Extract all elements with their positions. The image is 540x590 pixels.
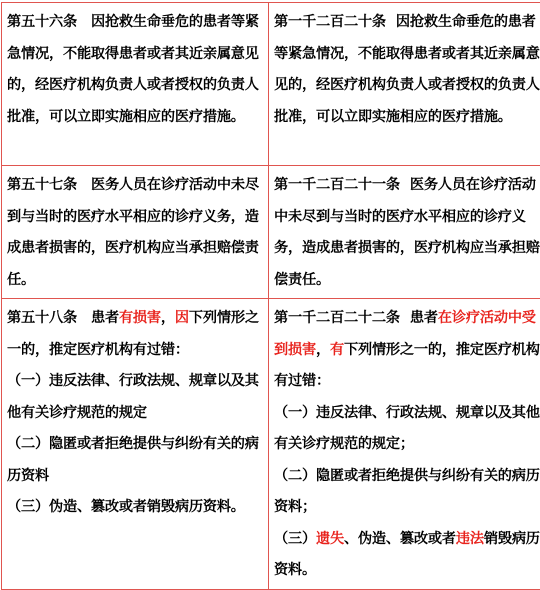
punctuation: ， (316, 342, 330, 358)
civil-code-cell (269, 166, 540, 299)
article-text: 下列情形之一的，推定医疗机构有过错： (7, 310, 259, 358)
article-subject: 患者 (410, 310, 438, 326)
article-number: 第一千二百二十条 (274, 14, 386, 30)
list-item (274, 524, 540, 587)
list-item: （二）隐匿或者拒绝提供与纠纷有关的病历资料； (274, 461, 540, 524)
list-item: （二）隐匿或者拒绝提供与纠纷有关的病历资料 (7, 429, 264, 492)
old-law-cell (2, 299, 269, 590)
article-text: 医务人员在诊疗活动中未尽到与当时的医疗水平相应的诊疗义务，造成患者损害的，医疗机构应当承担赔偿责任。 (274, 177, 540, 288)
article-subject: 患者 (91, 310, 119, 326)
list-item-text: 销毁病历资料。 (274, 531, 540, 579)
list-item: （一）违反法律、行政法规、规章以及其他有关诊疗规范的规定 (7, 366, 264, 429)
highlight-changed-text: 因 (175, 310, 189, 326)
list-item: （三）伪造、篡改或者销毁病历资料。 (7, 492, 264, 524)
list-item: （一）违反法律、行政法规、规章以及其他有关诊疗规范的规定； (274, 398, 540, 461)
article-text: 因抢救生命垂危的患者等紧急情况，不能取得患者或者其近亲属意见的，经医疗机构负责人或者授权的负责人批准，可以立即实施相应的医疗措施。 (274, 14, 540, 125)
highlight-changed-text: 有损害 (119, 310, 161, 326)
civil-code-cell (269, 299, 540, 590)
article-number: 第五十六条 (7, 14, 77, 30)
article-number: 第五十七条 (7, 177, 77, 193)
article-text: 医务人员在诊疗活动中未尽到与当时的医疗水平相应的诊疗义务，造成患者损害的，医疗机构应当承担赔偿责任。 (7, 177, 259, 288)
article-number: 第一千二百二十二条 (274, 310, 400, 326)
list-item-text: 、伪造、篡改或者 (344, 531, 456, 547)
article-number: 第一千二百二十一条 (274, 177, 400, 193)
old-law-cell (2, 3, 269, 166)
highlight-changed-text: 在诊疗活动中受到损害 (274, 310, 536, 358)
table-row (2, 299, 540, 590)
highlight-changed-text: 有 (330, 342, 344, 358)
table-row (2, 166, 540, 299)
article-number: 第五十八条 (7, 310, 77, 326)
article-text: 因抢救生命垂危的患者等紧急情况，不能取得患者或者其近亲属意见的，经医疗机构负责人或者授权的负责人批准，可以立即实施相应的医疗措施。 (7, 14, 259, 125)
table-row (2, 3, 540, 166)
list-item-prefix: （三） (274, 531, 316, 547)
article-comparison-table (1, 2, 540, 590)
old-law-cell (2, 166, 269, 299)
article-text: 下列情形之一的，推定医疗机构有过错： (274, 342, 540, 390)
highlight-changed-text: 违法 (456, 531, 484, 547)
civil-code-cell (269, 3, 540, 166)
highlight-changed-text: 遗失 (316, 531, 344, 547)
punctuation: ， (161, 310, 175, 326)
